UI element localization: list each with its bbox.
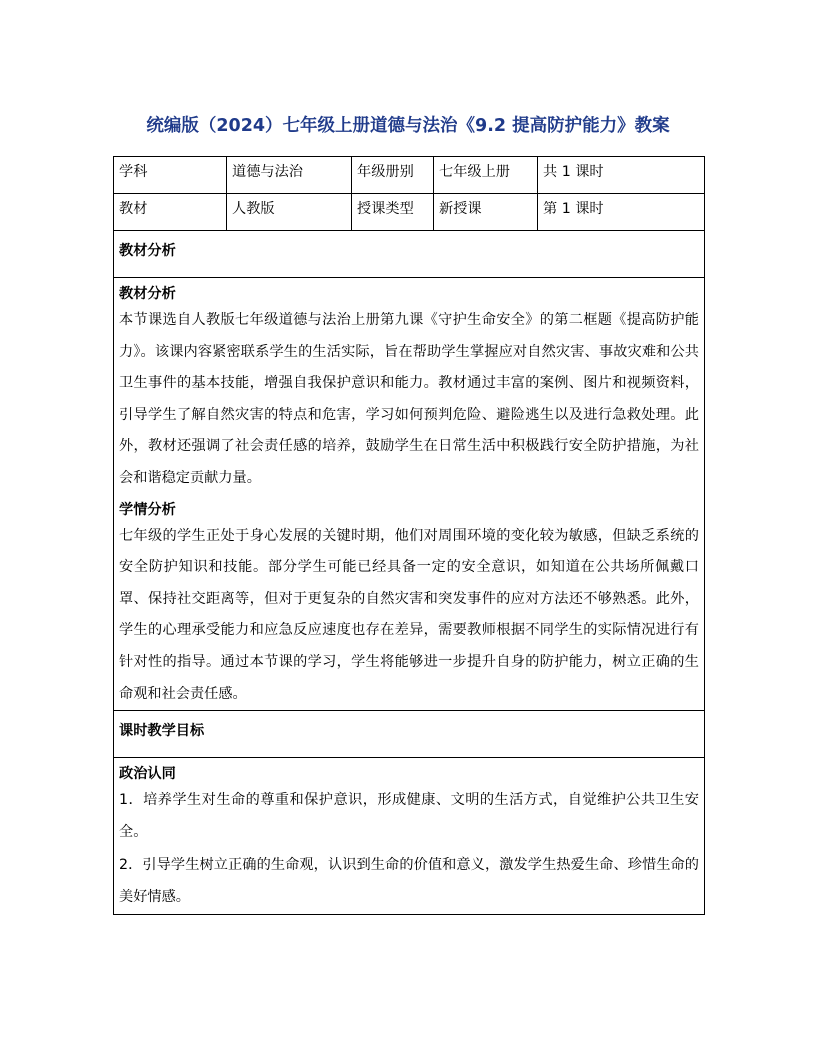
info-row-subject bbox=[114, 157, 705, 194]
info-label-subject: 学科 bbox=[114, 157, 227, 194]
sub-heading-political-identity: 政治认同 bbox=[119, 766, 176, 783]
sub-heading-textbook-analysis: 教材分析 bbox=[119, 286, 176, 302]
info-label-grade: 年级册别 bbox=[352, 157, 434, 194]
sub-heading-student-analysis: 学情分析 bbox=[119, 501, 176, 518]
section-row-objectives-body bbox=[114, 758, 705, 914]
paragraph-textbook-analysis: 本节课选自人教版七年级道德与法治上册第九课《守护生命安全》的第二框题《提高防护能力》。该课内容紧密联系学生的生活实际，旨在帮助学生掌握应对自然灾害、事故灾难和公共卫生事件的基本技能，增强自我保护意识和能力。教材通过丰富的案例、图片和视频资料，引导学生了解自然灾害的特点和危害，学习如何预判危险、避险逃生以及进行急救处理。此外，教材还强调了社会责任感的培养，鼓励学生在日常生活中积极践行安全防护措施，为社会和谐稳定贡献力量。 bbox=[119, 312, 699, 486]
analysis-body-cell bbox=[114, 278, 705, 711]
section-heading-objectives: 课时教学目标 bbox=[114, 711, 705, 758]
info-value-lesson-type: 新授课 bbox=[434, 194, 538, 231]
section-heading-textbook-analysis: 教材分析 bbox=[114, 231, 705, 278]
section-row-objectives bbox=[114, 711, 705, 758]
info-value-period-number: 第 1 课时 bbox=[538, 194, 705, 231]
section-row-textbook-analysis bbox=[114, 231, 705, 278]
document-title: 统编版（2024）七年级上册道德与法治《9.2 提高防护能力》教案 bbox=[146, 116, 670, 136]
objectives-body-cell bbox=[114, 758, 705, 914]
info-value-textbook: 人教版 bbox=[227, 194, 352, 231]
info-row-textbook bbox=[114, 194, 705, 231]
section-row-analysis-body bbox=[114, 278, 705, 711]
lesson-plan-table bbox=[113, 156, 705, 915]
info-label-lesson-type: 授课类型 bbox=[352, 194, 434, 231]
paragraph-student-analysis: 七年级的学生正处于身心发展的关键时期，他们对周围环境的变化较为敏感，但缺乏系统的安全防护知识和技能。部分学生可能已经具备一定的安全意识，如知道在公共场所佩戴口罩、保持社交距离等，但对于更复杂的自然灾害和突发事件的应对方法还不够熟悉。此外，学生的心理承受能力和应急反应速度也存在差异，需要教师根据不同学生的实际情况进行有针对性的指导。通过本节课的学习，学生将能够进一步提升自身的防护能力，树立正确的生命观和社会责任感。 bbox=[119, 527, 699, 702]
info-value-subject: 道德与法治 bbox=[227, 157, 352, 194]
info-value-grade: 七年级上册 bbox=[434, 157, 538, 194]
objective-item: 1．培养学生对生命的尊重和保护意识，形成健康、文明的生活方式，自觉维护公共卫生安全。 bbox=[119, 792, 699, 840]
info-label-textbook: 教材 bbox=[114, 194, 227, 231]
objective-item: 2．引导学生树立正确的生命观，认识到生命的价值和意义，激发学生热爱生命、珍惜生命的美好情感。 bbox=[119, 857, 699, 905]
info-value-total-periods: 共 1 课时 bbox=[538, 157, 705, 194]
